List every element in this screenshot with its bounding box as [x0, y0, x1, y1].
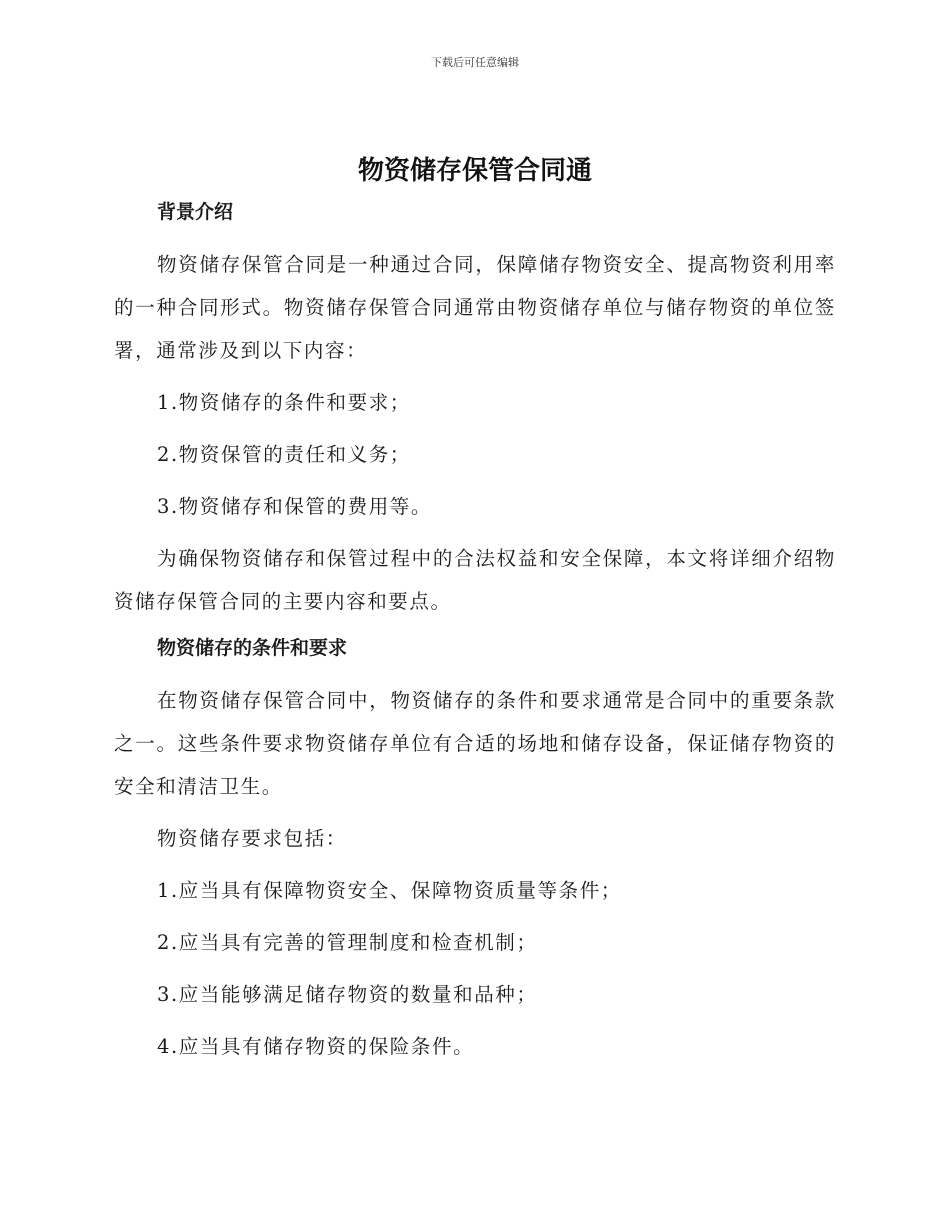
list-item: 2.应当具有完善的管理制度和检查机制；	[157, 931, 538, 954]
list-item: 3.物资储存和保管的费用等。	[157, 495, 433, 518]
list-item: 4.应当具有储存物资的保险条件。	[157, 1035, 475, 1058]
list-item: 1.物资储存的条件和要求；	[157, 391, 411, 414]
section-heading-storage-requirements: 物资储存的条件和要求	[157, 637, 348, 659]
list-item: 3.应当能够满足储存物资的数量和品种；	[157, 983, 538, 1006]
paragraph: 物资储存保管合同是一种通过合同，保障储存物资安全、提高物资利用率的一种合同形式。物资储存保管合同通常由物资储存单位与储存物资的单位签署，通常涉及到以下内容：	[114, 253, 836, 362]
list-item: 1.应当具有保障物资安全、保障物资质量等条件；	[157, 879, 622, 902]
paragraph: 在物资储存保管合同中，物资储存的条件和要求通常是合同中的重要条款之一。这些条件要求物资储存单位有合适的场地和储存设备，保证储存物资的安全和清洁卫生。	[114, 689, 836, 798]
document-body	[114, 196, 836, 1077]
paragraph: 为确保物资储存和保管过程中的合法权益和安全保障，本文将详细介绍物资储存保管合同的主要内容和要点。	[114, 547, 836, 613]
paragraph: 物资储存要求包括：	[157, 827, 347, 850]
header-note: 下载后可任意编辑	[431, 56, 519, 69]
list-item: 2.物资保管的责任和义务；	[157, 443, 411, 466]
section-heading-background: 背景介绍	[157, 201, 234, 223]
document-title: 物资储存保管合同通	[357, 156, 592, 186]
